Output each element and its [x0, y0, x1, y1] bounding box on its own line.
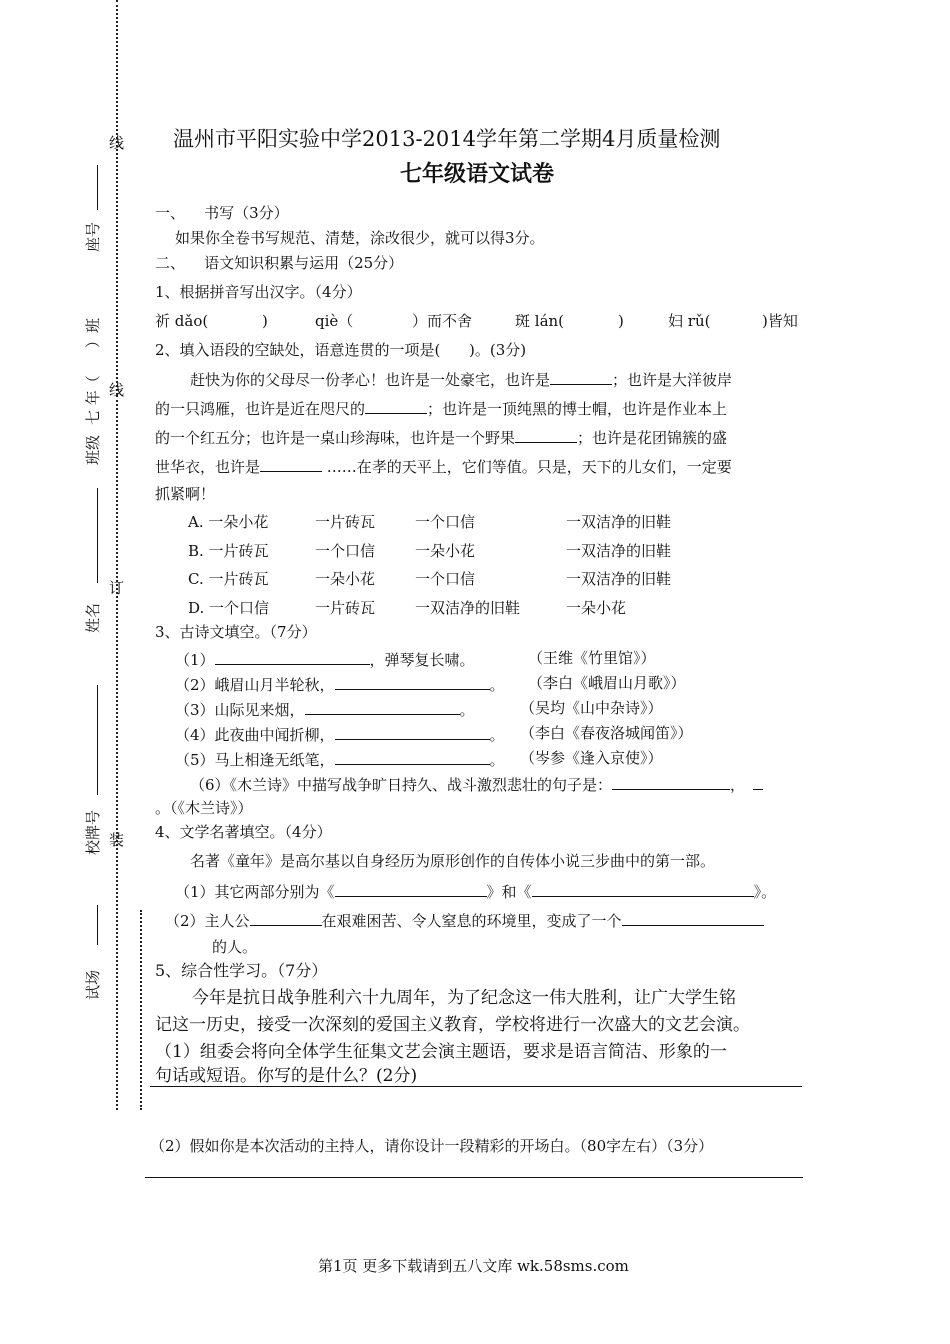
q2-option-d-2: 一片砖瓦 [315, 599, 376, 617]
q2-text-2: 的一只鸿雁，也许是近在咫尺的 [155, 400, 366, 418]
q3-title: 3、古诗文填空。（7分） [155, 623, 317, 641]
q2-option-a-3: 一个口信 [415, 513, 476, 531]
page-footer: 第1页 更多下载请到五八文库 wk.58sms.com [318, 1257, 629, 1275]
q4-intro: 名著《童年》是高尔基以自身经历为原形创作的自传体小说三步曲中的第一部。 [190, 852, 716, 870]
q3-l4-end: 。 [489, 726, 505, 744]
q4-a2-text: 》和《 [486, 883, 532, 901]
room-label: 试场 [84, 969, 102, 1000]
q1-item-1a: 祈 dǎo( [155, 312, 209, 330]
q4-blank-book-2[interactable] [532, 880, 754, 897]
q3-l5-text: （5）马上相逢无纸笔， [175, 751, 335, 769]
section-2-heading: 二、 语文知识积累与运用（25分） [155, 254, 404, 272]
q2-text-1b: ；也许是大洋彼岸 [612, 371, 733, 389]
q3-l3-end: 。 [459, 701, 475, 719]
q1-item-2b: ）而不舍 [412, 312, 473, 330]
q3-l6-text: （6）《木兰诗》中描写战争旷日持久、战斗激烈悲壮的句子是： [190, 776, 613, 794]
q3-l3-text: （3）山际见来烟， [175, 701, 305, 719]
q2-option-c-2: 一朵小花 [315, 570, 376, 588]
q4-line-2 [165, 909, 764, 931]
q2-text-3b: ；也许是花团锦簇的盛 [577, 429, 728, 447]
q3-l4-text: （4）此夜曲中闻折柳， [175, 726, 335, 744]
q1-title: 1、根据拼音写出汉字。（4分） [155, 283, 362, 301]
binding-dotted-line-inner [140, 910, 142, 1110]
q4-line-1 [175, 880, 776, 902]
card-field[interactable] [97, 685, 98, 795]
q3-l1-source: （王维《竹里馆》） [528, 649, 656, 667]
seat-label: 座号 [84, 221, 102, 252]
q1-item-4a: 妇 rǔ( [668, 312, 711, 330]
q2-text-4b: ……在孝的天平上，它们等值。只是，天下的儿女们，一定要 [322, 458, 732, 476]
binding-line-mark-1: 线 [107, 135, 125, 151]
q3-line-2 [175, 673, 505, 695]
q2-blank-2[interactable] [365, 397, 427, 414]
q3-line-4 [175, 723, 505, 745]
q2-para-line-5: 抓紧啊！ [155, 485, 216, 503]
name-label: 姓名 [84, 602, 102, 633]
q4-b2-text: 在艰难困苦、令人窒息的环境里，变成了一个 [321, 912, 622, 930]
card-label: 校牌号 [84, 809, 102, 855]
q4-blank-hero[interactable] [250, 909, 322, 926]
name-field[interactable] [97, 488, 98, 583]
q1-item-2a: qiè（ [315, 312, 354, 330]
q2-option-b-2: 一个口信 [315, 542, 376, 560]
q5-sub-2: （2）假如你是本次活动的主持人，请你设计一段精彩的开场白。（80字左右）（3分） [150, 1137, 714, 1155]
q5-para-4: 句话或短语。你写的是什么？(2分) [155, 1066, 418, 1086]
q2-text-4: 世华衣，也许是 [155, 458, 261, 476]
q5-para-2: 记这一历史，接受一次深刻的爱国主义教育，学校将进行一次盛大的文艺会演。 [155, 1015, 750, 1035]
room-field[interactable] [97, 905, 98, 945]
q4-blank-result[interactable] [622, 909, 764, 926]
q2-option-a-4: 一双洁净的旧鞋 [566, 513, 672, 531]
q2-text-1: 赶快为你的父母尽一份孝心！也许是一处豪宅，也许是 [190, 371, 551, 389]
q3-l2-text: （2）峨眉山月半轮秋， [175, 676, 335, 694]
q2-para-line-2 [155, 397, 727, 419]
q2-option-b-4: 一双洁净的旧鞋 [566, 542, 672, 560]
q3-blank-1[interactable] [215, 648, 370, 665]
q5-para-1: 今年是抗日战争胜利六十九周年，为了纪念这一伟大胜利，让广大学生铭 [192, 988, 736, 1008]
q4-a1-text: （1）其它两部分别为《 [175, 883, 335, 901]
q2-option-c-4: 一双洁净的旧鞋 [566, 570, 672, 588]
class-grade-label: 七 年（ [84, 375, 102, 425]
q3-l5-source: （岑参《逢入京使》） [520, 749, 663, 767]
q3-blank-5[interactable] [335, 748, 490, 765]
q2-para-line-1 [190, 368, 732, 390]
exam-title: 温州市平阳实验中学2013-2014学年第二学期4月质量检测 [173, 127, 721, 151]
q1-item-3a: 斑 lán( [515, 312, 565, 330]
q5-answer-line-1[interactable] [150, 1086, 802, 1087]
q2-option-a-2: 一片砖瓦 [315, 513, 376, 531]
q3-blank-6b[interactable] [753, 773, 763, 790]
q2-blank-1[interactable] [550, 368, 612, 385]
q2-option-c-1[interactable]: C. 一片砖瓦 [188, 570, 269, 588]
q5-answer-line-2[interactable] [145, 1177, 803, 1178]
section-1-text: 如果你全卷书写规范、清楚，涂改很少，就可以得3分。 [175, 229, 545, 247]
binding-zhuang-mark: 装 [107, 832, 125, 848]
q3-blank-2[interactable] [335, 673, 490, 690]
q2-option-d-4: 一朵小花 [566, 599, 627, 617]
q3-l5-end: 。 [489, 751, 505, 769]
q2-option-b-3: 一朵小花 [415, 542, 476, 560]
q3-blank-4[interactable] [335, 723, 490, 740]
q2-option-b-1[interactable]: B. 一片砖瓦 [188, 542, 269, 560]
q2-text-2b: ；也许是一顶纯黑的博士帽，也许是作业本上 [427, 400, 728, 418]
q4-blank-book-1[interactable] [335, 880, 487, 897]
q2-option-c-3: 一个口信 [415, 570, 476, 588]
binding-ding-mark: 订 [107, 580, 125, 596]
q3-line-3 [175, 698, 475, 720]
q4-a3-text: 》。 [753, 883, 777, 901]
binding-dotted-line-top [116, 0, 118, 395]
q3-blank-3[interactable] [305, 698, 460, 715]
exam-subtitle: 七年级语文试卷 [400, 161, 555, 187]
q2-para-line-3 [155, 426, 727, 448]
q3-l1-prefix: （1） [175, 651, 215, 669]
binding-line-mark-2: 线 [107, 382, 125, 398]
q3-l1-text: ，弹琴复长啸。 [369, 651, 475, 669]
q3-line-7: 。（《木兰诗》） [155, 799, 253, 817]
q3-l4-source: （李白《春夜洛城闻笛》） [520, 724, 693, 742]
binding-dotted-line-bottom [116, 395, 118, 1110]
q3-l3-source: （吴均《山中杂诗》） [520, 699, 663, 717]
q1-item-3b: ) [618, 312, 624, 330]
q4-line-3: 的人。 [212, 938, 258, 956]
q2-blank-4[interactable] [260, 455, 322, 472]
q2-title: 2、填入语段的空缺处，语意连贯的一项是( )。(3分) [155, 341, 527, 359]
section-1-heading: 一、 书写（3分） [155, 204, 289, 222]
q4-title: 4、文学名著填空。（4分） [155, 823, 332, 841]
class-suffix-label: ）班 [84, 317, 102, 348]
q2-blank-3[interactable] [515, 426, 577, 443]
q3-line-6 [190, 773, 763, 795]
q3-line-5 [175, 748, 505, 770]
q2-para-line-4 [155, 455, 732, 477]
q3-blank-6a[interactable] [612, 773, 730, 790]
q3-l6-comma: ， [730, 776, 746, 794]
q3-line-1 [175, 648, 475, 670]
q2-option-d-1[interactable]: D. 一个口信 [188, 599, 270, 617]
q3-l2-source: （李白《峨眉山月歌》） [528, 674, 686, 692]
q2-text-3: 的一个红五分；也许是一桌山珍海味，也许是一个野果 [155, 429, 516, 447]
q1-item-1b: ) [262, 312, 268, 330]
seat-field[interactable] [97, 165, 98, 210]
q2-option-a-1[interactable]: A. 一朵小花 [188, 513, 269, 531]
q4-b1-text: （2）主人公 [165, 912, 250, 930]
q5-title: 5、综合性学习。（7分） [155, 961, 328, 980]
q2-option-d-3: 一双洁净的旧鞋 [415, 599, 521, 617]
q5-para-3: （1）组委会将向全体学生征集文艺会演主题语，要求是语言简洁、形象的一 [155, 1042, 727, 1062]
q3-l2-end: 。 [489, 676, 505, 694]
class-label: 班级 [84, 434, 102, 465]
q1-item-4b: )皆知 [762, 312, 798, 330]
